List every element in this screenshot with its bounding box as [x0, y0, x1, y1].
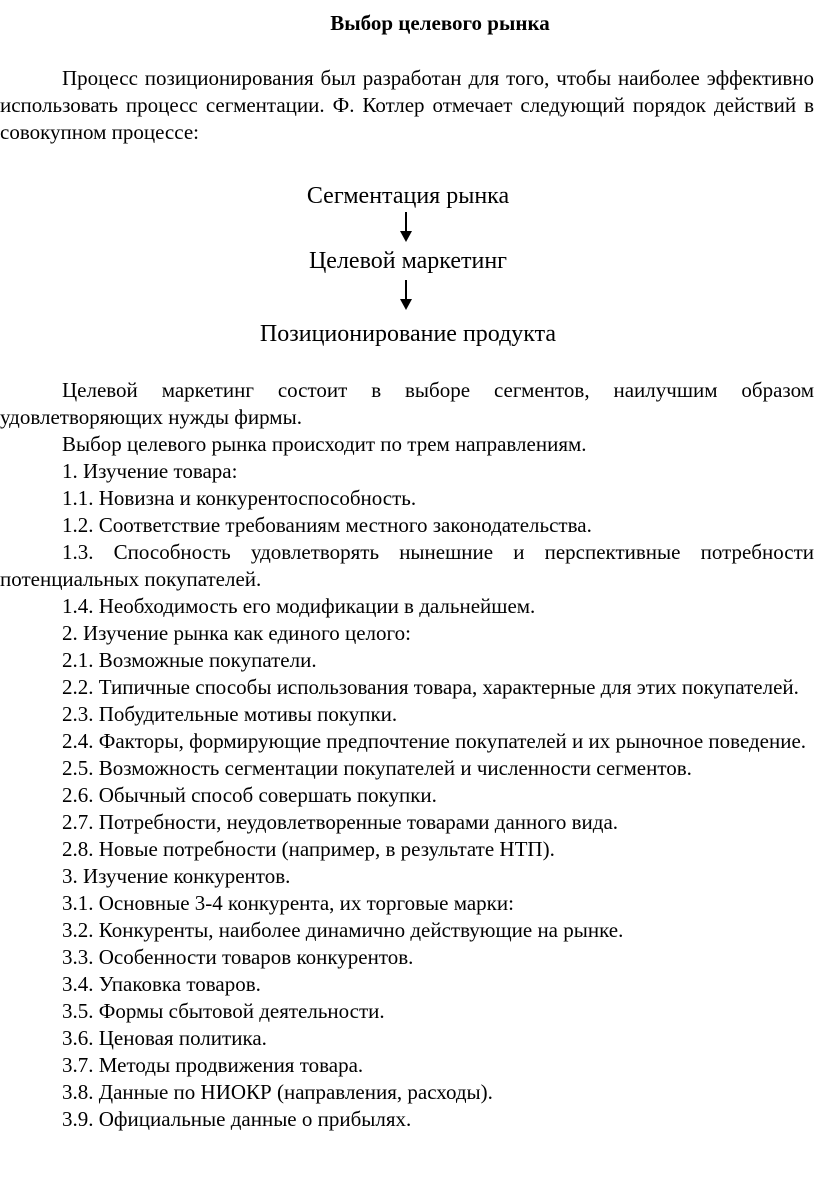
list-item: Выбор целевого рынка происходит по трем направлениям. [62, 432, 587, 456]
intro-paragraph: Процесс позиционирования был разработан для того, чтобы наиболее эффективно использовать процесс сегментации. Ф. Котлер отмечает следующий порядок действий в совокупном процессе: [0, 66, 814, 144]
criteria-list [0, 431, 814, 1133]
list-item: 3.6. Ценовая политика. [62, 1026, 267, 1050]
list-item: 3.4. Упаковка товаров. [62, 972, 261, 996]
list-item: 1. Изучение товара: [62, 459, 238, 483]
definition-paragraph: Целевой маркетинг состоит в выборе сегментов, наилучшим образом удовлетворяющих нужды фирмы. [0, 378, 814, 429]
list-item: 2.4. Факторы, формирующие предпочтение покупателей и их рыночное поведение. [62, 729, 807, 753]
list-item: 3.5. Формы сбытовой деятельности. [62, 999, 385, 1023]
page-title: Выбор целевого рынка [330, 11, 550, 35]
list-item: 2.6. Обычный способ совершать покупки. [62, 783, 437, 807]
flow-step-segmentation: Сегментация рынка [306, 183, 510, 209]
flow-arrow-down-icon [398, 212, 414, 242]
list-item: 2. Изучение рынка как единого целого: [62, 621, 411, 645]
list-item: 2.1. Возможные покупатели. [62, 648, 317, 672]
flow-arrow-down-icon [398, 280, 414, 310]
list-item: 2.2. Типичные способы использования товара, характерные для этих покупателей. [62, 675, 799, 699]
list-item: 3.3. Особенности товаров конкурентов. [62, 945, 414, 969]
list-item: 1.2. Соответствие требованиям местного законодательства. [62, 513, 592, 537]
list-item: 3.9. Официальные данные о прибылях. [62, 1107, 412, 1131]
list-item: 1.4. Необходимость его модификации в дальнейшем. [62, 594, 536, 618]
list-item: 1.3. Способность удовлетворять нынешние и перспективные потребности потенциальных покупателей. [0, 540, 814, 591]
list-item: 2.8. Новые потребности (например, в результате НТП). [62, 837, 555, 861]
list-item: 2.3. Побудительные мотивы покупки. [62, 702, 398, 726]
list-item: 3.2. Конкуренты, наиболее динамично действующие на рынке. [62, 918, 624, 942]
list-item: 3.1. Основные 3-4 конкурента, их торговые марки: [62, 891, 514, 915]
list-item: 3.8. Данные по НИОКР (направления, расходы). [62, 1080, 493, 1104]
list-item: 3. Изучение конкурентов. [62, 864, 291, 888]
list-item: 2.7. Потребности, неудовлетворенные товарами данного вида. [62, 810, 619, 834]
list-item: 3.7. Методы продвижения товара. [62, 1053, 364, 1077]
flow-step-positioning: Позиционирование продукта [259, 321, 557, 347]
list-item: 1.1. Новизна и конкурентоспособность. [62, 486, 417, 510]
flow-step-targeting: Целевой маркетинг [308, 248, 508, 274]
list-item: 2.5. Возможность сегментации покупателей и численности сегментов. [62, 756, 692, 780]
